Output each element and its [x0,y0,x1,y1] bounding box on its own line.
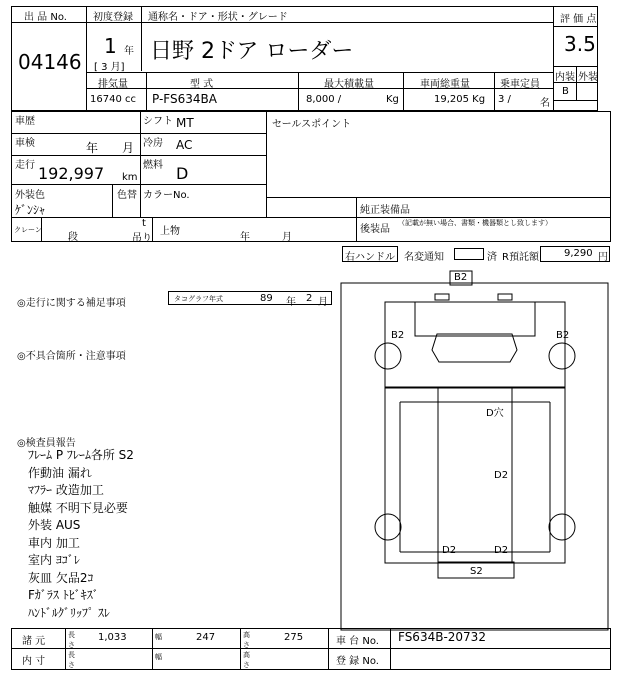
tachograph-month-unit: 月 [318,297,328,308]
recycle-label: R預託額 [502,252,539,263]
aftermarket-label: 後装品 [360,224,390,235]
inspector-line: 外装 AUS [28,518,81,532]
height-value: 275 [284,632,304,643]
damage-mark: S2 [470,566,483,577]
mirror-right [498,294,512,300]
crane-t: t [142,218,146,229]
tachograph-year: 89 [260,293,273,304]
ac-label: 冷房 [143,138,163,149]
gross-weight-label: 車両総重量 [420,79,470,90]
width-label: 幅 [155,633,162,641]
lot-label: 出 品 No. [24,12,67,23]
rating-label: 評 価 点 [560,14,597,25]
inspector-line: ﾌﾚｰﾑ P ﾌﾚｰﾑ各所 S2 [28,448,134,462]
inspector-line: 車内 加工 [28,535,80,550]
width-label-2: 幅 [155,653,162,661]
damage-mark: D2 [494,470,509,481]
inspector-line: 作動油 漏れ [28,465,92,480]
deck-outline [385,388,565,563]
interior-grade: B [562,86,569,97]
damage-mark: D2 [442,545,457,556]
crane-stage-unit: 段 [68,232,78,243]
exterior-label: 外装 [578,72,598,83]
inspection-year-unit: 年 [86,141,99,155]
mileage-value: 192,997 [38,164,105,183]
inspector-line: ﾊﾝﾄﾞﾙｸﾞﾘｯﾌﾟ ｽﾚ [28,605,110,620]
aftermarket-note: （記載が無い場合、書類・機器類とし致します） [398,219,552,227]
rating-value: 3.5 [564,32,596,56]
history-label: 車歴 [15,116,35,127]
first-reg-label: 初度登録 [93,12,133,23]
first-reg-month: [ 3 月] [94,62,125,73]
inspector-line: Fｶﾞﾗｽ ﾄﾋﾞｷｽﾞ [28,588,99,602]
fuel-value: D [176,164,189,183]
color-code-label: カラーNo. [143,190,190,201]
inspection-label: 車検 [15,138,35,149]
length-label: 長さ [68,631,75,649]
wheel-rear-left [375,514,401,540]
gross-weight-value: 19,205 Kg [434,94,486,105]
capacity-label: 乗車定員 [500,79,540,90]
wheel-rear-right [549,514,575,540]
damage-mark: B2 [391,330,405,341]
damage-mark: D穴 [486,408,504,419]
exterior-color-value: ｹﾞﾝｼｬ [15,203,46,217]
mirror-left [435,294,449,300]
height-label-2: 高さ [243,651,250,669]
yen-unit: 円 [598,252,608,263]
crane-lift: 吊り [132,233,152,244]
tachograph-label: タコグラフ年式 [174,295,223,303]
spec-label: 諸 元 [22,636,46,647]
shift-label: シフト [143,116,173,127]
sales-points-label: セールスポイント [272,119,352,130]
exterior-color-label: 外装色 [15,190,45,201]
length-value: 1,033 [98,632,127,643]
wheel-front-right [549,343,575,369]
model-value: P-FS634BA [152,92,217,106]
lot-number: 04146 [18,50,82,74]
inspector-line: 灰皿 欠品2ｺ [28,570,94,585]
recycle-amount: 9,290 [564,248,593,259]
name-header: 通称名・ドア・形状・グレード [148,12,288,23]
cab-outline [385,302,565,387]
displacement-value: 16740 cc [90,94,136,105]
inspector-line: 触媒 不明下見必要 [28,500,128,515]
damage-mark: B2 [556,330,570,341]
interior-label: 内装 [555,72,575,83]
dims-label: 内 寸 [22,656,46,667]
damage-mark: D2 [494,545,509,556]
model-label: 型 式 [190,79,214,90]
wheel-front-left [375,343,401,369]
max-load-value: 8,000 / [306,94,342,105]
capacity-value: 3 / [498,94,511,105]
max-load-unit: Kg [386,94,399,105]
length-label-2: 長さ [68,651,75,669]
tachograph-year-unit: 年 [286,297,296,308]
shift-value: MT [176,116,194,130]
first-reg-year-unit: 年 [124,46,134,57]
body-month-unit: 月 [282,232,292,243]
inspector-lines [28,447,134,622]
body-label: 上物 [160,226,180,237]
body-year-unit: 年 [240,232,250,243]
damage-mark: B2 [454,272,468,283]
inspector-line: 室内 ﾖｺﾞﾚ [28,553,80,567]
max-load-label: 最大積載量 [324,79,374,90]
steering-value: 右ハンドル [345,252,395,263]
chassis-label: 車 台 No. [336,636,379,647]
car-name: 日野 2ドア ローダー [150,39,354,64]
mileage-unit: km [122,172,138,183]
color-change-label: 色替 [117,190,137,201]
height-label: 高さ [243,631,250,649]
registration-label: 登 録 No. [336,656,379,667]
width-value: 247 [196,632,216,643]
name-change-label: 名変通知 [404,252,444,263]
driving-notes-label: ◎走行に関する補足事項 [17,298,126,309]
crane-label: クレーン [14,226,42,234]
windshield [432,334,517,362]
displacement-label: 排気量 [98,79,128,90]
first-reg-year: 1 [104,34,117,58]
name-change-sep: 済 [487,252,497,263]
mileage-label: 走行 [15,160,35,171]
cab-roof [415,302,535,336]
inspector-line: ﾏﾌﾗｰ 改造加工 [28,483,104,497]
capacity-unit: 名 [540,98,550,109]
fuel-label: 燃料 [143,160,163,171]
inspector-label: ◎検査員報告 [17,438,76,449]
inspection-month-unit: 月 [122,141,135,155]
ac-value: AC [176,138,193,152]
standard-equipment-label: 純正装備品 [360,205,410,216]
chassis-value: FS634B-20732 [398,630,486,644]
tachograph-month: 2 [306,293,313,304]
defects-label: ◎不具合箇所・注意事項 [17,351,126,362]
